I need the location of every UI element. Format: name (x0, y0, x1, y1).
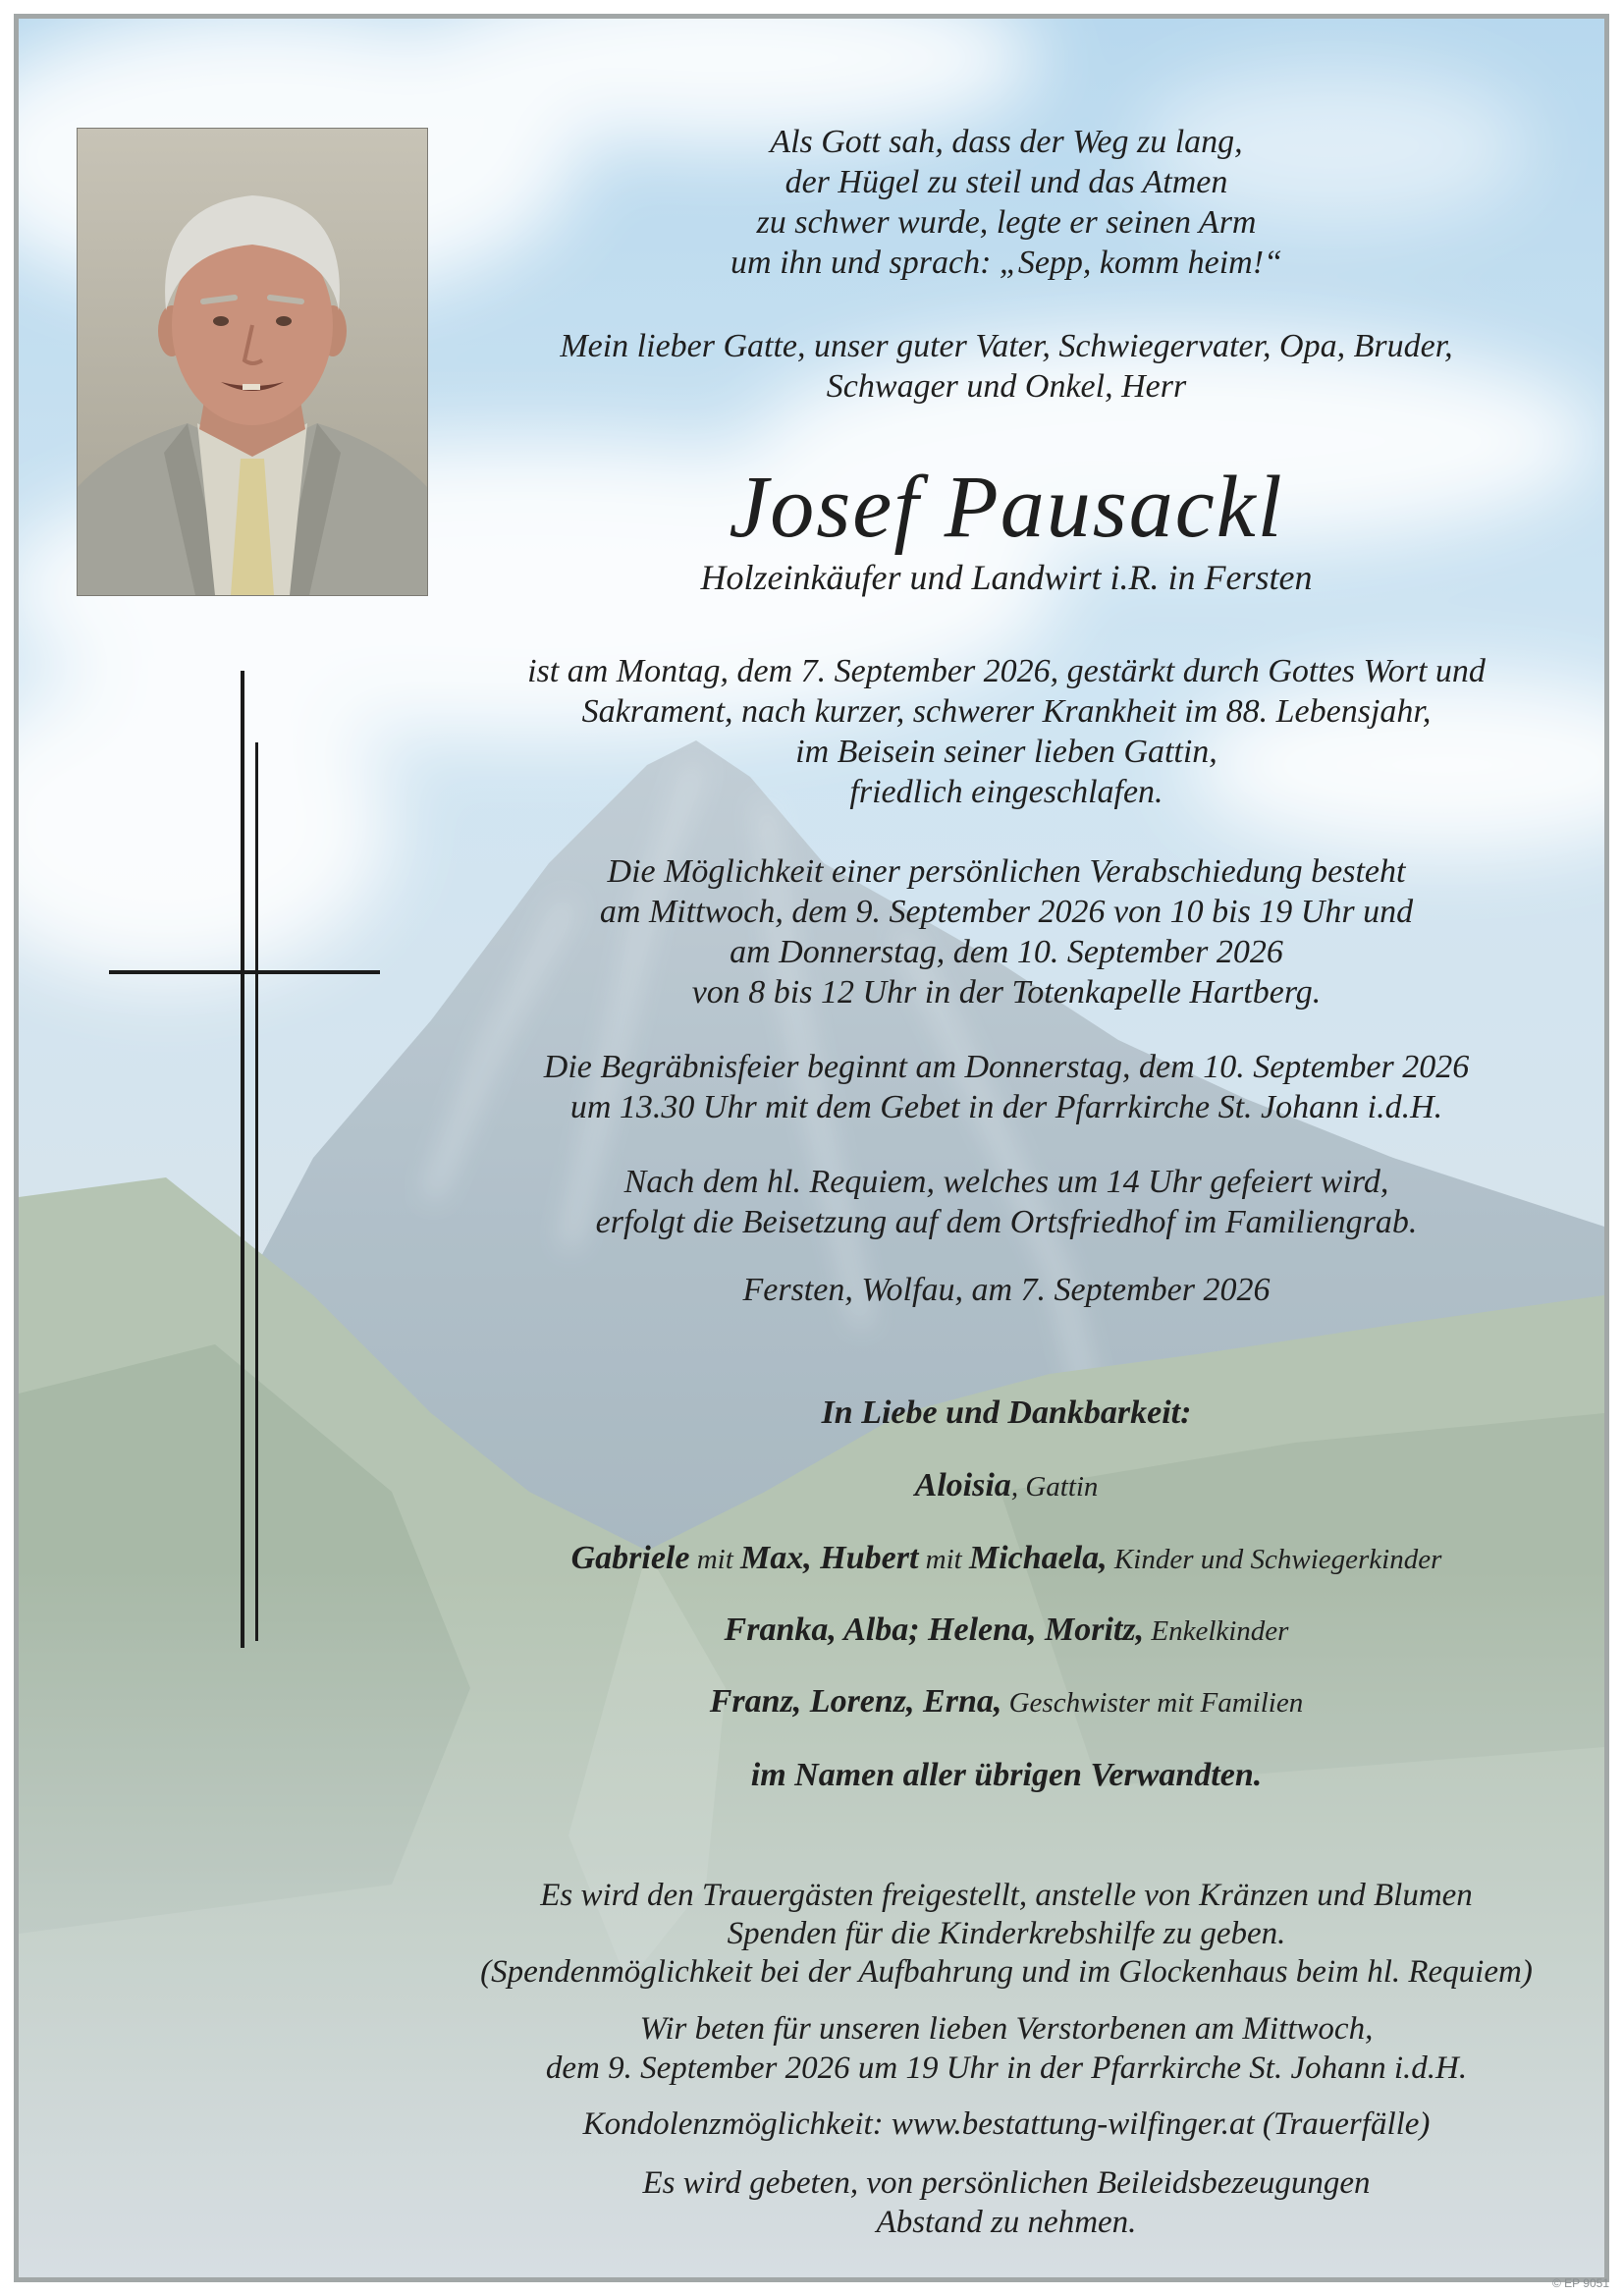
poem-line: der Hügel zu steil und das Atmen (784, 164, 1228, 200)
cross-vertical-beam-inner (255, 742, 258, 1641)
mourner-row-grandchildren (466, 1610, 1546, 1652)
poem-line: um ihn und sprach: „Sepp, komm heim!“ (730, 245, 1282, 281)
portrait-photo (78, 129, 427, 595)
death-notice-line: im Beisein seiner lieben Gattin, (795, 734, 1217, 770)
donations-note (466, 1877, 1546, 1992)
mourner-row-children (466, 1538, 1546, 1580)
death-notice (466, 651, 1546, 812)
mourner-row-spouse (466, 1465, 1546, 1507)
print-code: © EP 9051 (1552, 2276, 1609, 2290)
connector-text: mit (918, 1544, 969, 1575)
prayer-line: Wir beten für unseren lieben Verstorbenen am Mittwoch, (639, 2011, 1374, 2047)
burial-line: Nach dem hl. Requiem, welches um 14 Uhr gefeiert wird, (623, 1164, 1389, 1200)
mourner-name: Gabriele (570, 1540, 690, 1576)
mourners-heading-block (466, 1393, 1546, 1433)
mourner-row-relatives (466, 1755, 1546, 1795)
portrait-image (78, 129, 427, 595)
place-date-block (466, 1270, 1546, 1310)
poem (466, 122, 1546, 283)
relation-label: Kinder und Schwiegerkinder (1107, 1544, 1442, 1575)
cross-horizontal-beam (109, 970, 380, 974)
deceased-description-block (466, 556, 1546, 599)
relation-label: Geschwister mit Familien (1001, 1687, 1304, 1719)
intro (466, 326, 1546, 407)
farewell-line: Die Möglichkeit einer persönlichen Verabschiedung besteht (607, 853, 1406, 890)
mourners-heading: In Liebe und Dankbarkeit: (821, 1394, 1192, 1431)
mourner-row-siblings (466, 1681, 1546, 1723)
deceased-name: Josef Pausackl (729, 459, 1284, 556)
request-note (466, 2163, 1546, 2242)
burial-line: erfolgt die Beisetzung auf dem Ortsfriedhof im Familiengrab. (595, 1204, 1418, 1240)
cross-vertical-beam (241, 671, 244, 1648)
deceased-description: Holzeinkäufer und Landwirt i.R. in Fersten (700, 558, 1313, 597)
connector-text: mit (689, 1544, 741, 1575)
condolence-note (466, 2105, 1546, 2144)
mourner-name: im Namen aller übrigen Verwandten. (750, 1757, 1263, 1793)
death-notice-line: friedlich eingeschlafen. (849, 774, 1163, 810)
relation-label: Enkelkinder (1144, 1615, 1289, 1647)
prayer-note (466, 2009, 1546, 2088)
donations-line: (Spendenmöglichkeit bei der Aufbahrung und im Glockenhaus beim hl. Requiem) (480, 1954, 1533, 1990)
death-notice-line: Sakrament, nach kurzer, schwerer Krankheit im 88. Lebensjahr, (581, 693, 1432, 730)
request-line: Es wird gebeten, von persönlichen Beileidsbezeugungen (642, 2165, 1371, 2201)
mourner-name: Max, Hubert (740, 1540, 919, 1576)
mourner-name: Franka, Alba; Helena, Moritz, (724, 1612, 1145, 1648)
request-line: Abstand zu nehmen. (876, 2205, 1137, 2240)
farewell-line: von 8 bis 12 Uhr in der Totenkapelle Hartberg. (691, 974, 1322, 1011)
poem-line: Als Gott sah, dass der Weg zu lang, (770, 124, 1243, 160)
funeral-line: um 13.30 Uhr mit dem Gebet in der Pfarrkirche St. Johann i.d.H. (569, 1089, 1443, 1125)
farewell-line: am Donnerstag, dem 10. September 2026 (730, 934, 1283, 970)
deceased-block (466, 459, 1546, 557)
intro-line: Mein lieber Gatte, unser guter Vater, Schwiegervater, Opa, Bruder, (560, 328, 1453, 364)
mourner-name: Franz, Lorenz, Erna, (709, 1683, 1002, 1720)
mourner-name: Aloisia (914, 1467, 1011, 1503)
farewell-info (466, 851, 1546, 1012)
funeral-info (466, 1047, 1546, 1127)
condolence-line: Kondolenzmöglichkeit: www.bestattung-wilfinger.at (Trauerfälle) (582, 2106, 1431, 2142)
donations-line: Spenden für die Kinderkrebshilfe zu geben. (727, 1916, 1286, 1951)
funeral-line: Die Begräbnisfeier beginnt am Donnerstag, dem 10. September 2026 (543, 1049, 1470, 1085)
mourner-name: Michaela, (968, 1540, 1108, 1576)
place-date: Fersten, Wolfau, am 7. September 2026 (742, 1272, 1271, 1308)
death-notice-line: ist am Montag, dem 7. September 2026, gestärkt durch Gottes Wort und (527, 653, 1486, 689)
farewell-line: am Mittwoch, dem 9. September 2026 von 10 bis 19 Uhr und (599, 894, 1414, 930)
intro-line: Schwager und Onkel, Herr (826, 368, 1187, 405)
relation-label: , Gattin (1010, 1471, 1099, 1503)
poem-line: zu schwer wurde, legte er seinen Arm (756, 204, 1257, 241)
burial-info (466, 1162, 1546, 1242)
donations-line: Es wird den Trauergästen freigestellt, anstelle von Kränzen und Blumen (540, 1878, 1473, 1913)
prayer-line: dem 9. September 2026 um 19 Uhr in der Pfarrkirche St. Johann i.d.H. (545, 2050, 1468, 2086)
